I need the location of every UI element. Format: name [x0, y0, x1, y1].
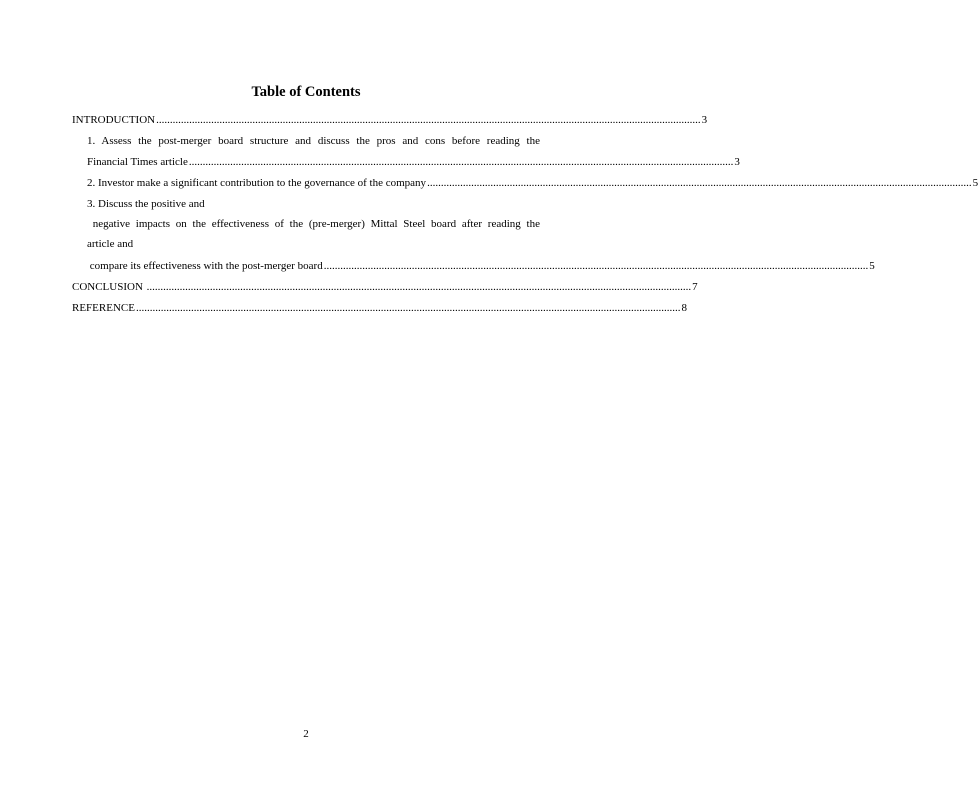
toc-entry-1-line1[interactable]: 1. Assess the post-merger board structure and discuss the pros and cons before reading the — [87, 135, 540, 147]
toc-entry-text: 2. Investor make a significant contribution to the governance of the company — [87, 177, 427, 189]
toc-entry-text: compare its effectiveness with the post-merger board — [87, 260, 323, 272]
toc-entry-introduction[interactable] — [72, 113, 708, 127]
toc-leader-dots: ...................................................................................................................................................................................................... — [427, 177, 972, 189]
toc-entry-3-line1[interactable]: 3. Discuss the positive and — [87, 198, 205, 210]
toc-entry-conclusion[interactable] — [72, 280, 698, 294]
toc-entry-text: REFERENCE — [72, 302, 135, 314]
toc-entry-text: CONCLUSION — [72, 281, 146, 293]
toc-leader-dots: ...................................................................................................................................................................................................... — [323, 260, 869, 272]
toc-entry-page: 3 — [734, 156, 740, 168]
toc-entry-page: 7 — [692, 281, 698, 293]
toc-entry-1-line2[interactable] — [87, 155, 740, 169]
toc-entry-page: 8 — [681, 302, 687, 314]
toc-title: Table of Contents — [251, 84, 361, 100]
toc-entry-3-line4[interactable] — [87, 259, 875, 273]
toc-entry-reference[interactable] — [72, 301, 687, 315]
page-number: 2 — [303, 728, 309, 740]
toc-entry-3-line2[interactable]: negative impacts on the effectiveness of the (pre-merger) Mittal Steel board after reading the — [87, 218, 540, 230]
toc-entry-2[interactable] — [87, 176, 978, 190]
toc-entry-page: 5 — [972, 177, 978, 189]
toc-entry-text: Financial Times article — [87, 156, 188, 168]
toc-leader-dots: ...................................................................................................................................................................................................... — [156, 114, 701, 126]
toc-leader-dots: ...................................................................................................................................................................................................... — [135, 302, 681, 314]
toc-leader-dots: ...................................................................................................................................................................................................... — [188, 156, 734, 168]
toc-entry-3-line3[interactable]: article and — [87, 238, 134, 250]
toc-entry-text: INTRODUCTION — [72, 114, 156, 126]
toc-leader-dots: ...................................................................................................................................................................................................... — [146, 281, 692, 293]
toc-entry-page: 5 — [869, 260, 875, 272]
toc-entry-page: 3 — [701, 114, 708, 126]
